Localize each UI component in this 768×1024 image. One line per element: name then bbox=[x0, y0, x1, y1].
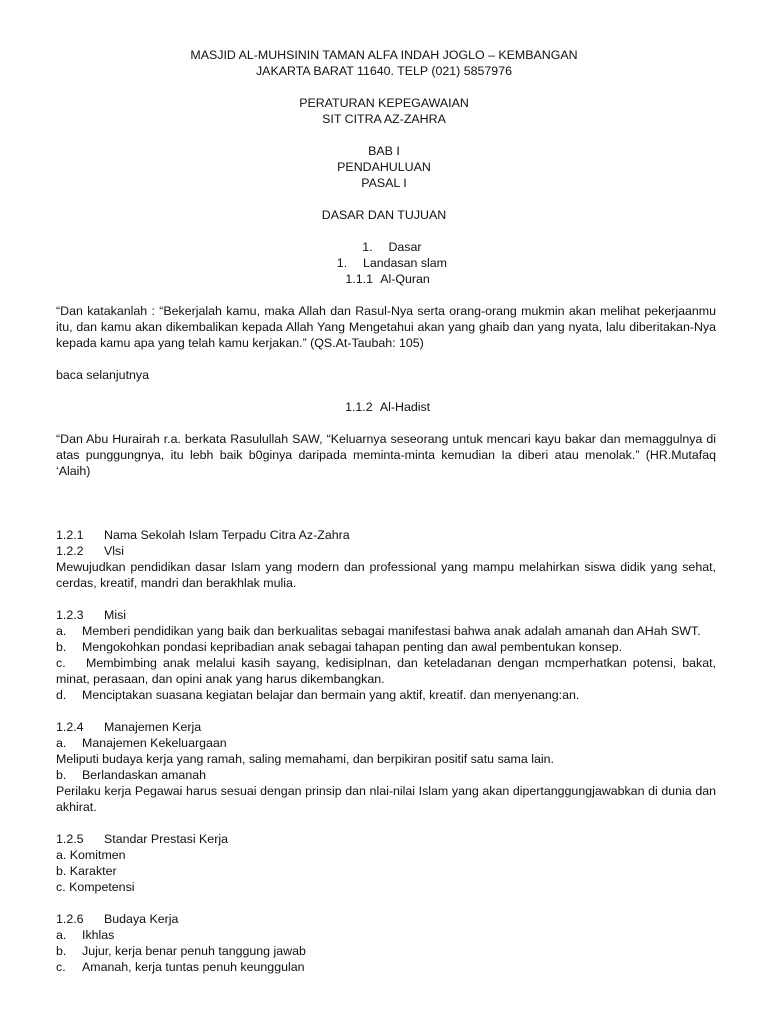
item-number: 1.2.5 bbox=[56, 832, 84, 846]
item-number: 1.2.6 bbox=[56, 912, 84, 926]
list-marker: a. bbox=[56, 928, 67, 942]
list-text: Memberi pendidikan yang baik dan berkualitas sebagai manifestasi bahwa anak adalah amanah dan AHah SWT. bbox=[82, 624, 701, 638]
letterhead bbox=[0, 47, 768, 79]
list-text: Amanah, kerja tuntas penuh keunggulan bbox=[82, 960, 305, 974]
item-text: Nama Sekolah Islam Terpadu Citra Az-Zahra bbox=[104, 528, 350, 542]
chapter-bab: BAB I bbox=[368, 144, 400, 158]
visi-body: Mewujudkan pendidikan dasar Islam yang modern dan professional yang mampu melahirkan siswa didik yang sehat, cerdas, kreatif, mandri dan berakhlak mulia. bbox=[56, 560, 716, 590]
list-text: Mengokohkan pondasi kepribadian anak sebagai tahapan penting dan awal pembentukan konsep. bbox=[82, 640, 623, 654]
manajemen-heading bbox=[56, 719, 716, 735]
list-text: Manajemen Kekeluargaan bbox=[82, 736, 227, 750]
standar-item: b. Karakter bbox=[56, 864, 117, 878]
misi-item bbox=[56, 655, 716, 687]
hadist-number: 1.1.2 bbox=[345, 400, 373, 414]
visi-heading bbox=[56, 543, 716, 559]
item-text: Standar Prestasi Kerja bbox=[104, 832, 228, 846]
chapter-heading bbox=[0, 143, 768, 191]
misi-item bbox=[56, 687, 716, 703]
read-more-link[interactable]: baca selanjutnya bbox=[56, 368, 149, 382]
list-text: Berlandaskan amanah bbox=[82, 768, 206, 782]
title-line-1: PERATURAN KEPEGAWAIAN bbox=[299, 96, 469, 110]
item-text: Budaya Kerja bbox=[104, 912, 179, 926]
standar-item: c. Kompetensi bbox=[56, 880, 135, 894]
manajemen-b-body: Perilaku kerja Pegawai harus sesuai dengan prinsip dan nlai-nilai Islam yang akan dipertanggungjawabkan di dunia dan akhirat. bbox=[56, 784, 716, 814]
budaya-heading bbox=[56, 911, 716, 927]
standar-item: a. Komitmen bbox=[56, 848, 126, 862]
list-marker: c. bbox=[56, 656, 66, 670]
letterhead-line-2: JAKARTA BARAT 11640. TELP (021) 5857976 bbox=[255, 64, 512, 78]
outline-item bbox=[0, 271, 768, 287]
hadist-heading bbox=[0, 399, 768, 415]
item-number: 1.2.2 bbox=[56, 544, 84, 558]
item-number: 1.2.1 bbox=[56, 528, 84, 542]
item-text: Vlsi bbox=[104, 544, 124, 558]
letterhead-line-1: MASJID AL-MUHSININ TAMAN ALFA INDAH JOGLO – KEMBANGAN bbox=[190, 48, 578, 62]
chapter-name: PENDAHULUAN bbox=[337, 160, 431, 174]
list-marker: d. bbox=[56, 688, 67, 702]
list-text: Membimbing anak melalui kasih sayang, kedisiplnan, dan keteladanan dengan mcmperhatkan potensi, bakat, minat, perasaan, dan opini anak yang harus dikembangkan. bbox=[56, 656, 716, 686]
outline-number: 1.1.1 bbox=[345, 272, 373, 286]
item-text: Misi bbox=[104, 608, 127, 622]
list-marker: a. bbox=[56, 736, 67, 750]
outline-item bbox=[0, 239, 768, 255]
list-text: Jujur, kerja benar penuh tanggung jawab bbox=[82, 944, 306, 958]
list-marker: b. bbox=[56, 640, 67, 654]
budaya-item bbox=[56, 927, 716, 943]
outline-text: Landasan slam bbox=[362, 256, 448, 270]
list-marker: c. bbox=[56, 960, 66, 974]
outline-item bbox=[0, 255, 768, 271]
list-text: Menciptakan suasana kegiatan belajar dan bermain yang aktif, kreatif. dan menyenang:an. bbox=[82, 688, 580, 702]
misi-item bbox=[56, 623, 716, 639]
item-number: 1.2.3 bbox=[56, 608, 84, 622]
misi-heading bbox=[56, 607, 716, 623]
school-name-item bbox=[56, 527, 716, 543]
section-heading: DASAR DAN TUJUAN bbox=[321, 208, 447, 222]
outline-text: Al-Quran bbox=[380, 272, 430, 286]
list-text: Ikhlas bbox=[82, 928, 115, 942]
budaya-item bbox=[56, 959, 716, 975]
hadist-title: Al-Hadist bbox=[379, 400, 431, 414]
title-line-2: SIT CITRA AZ-ZAHRA bbox=[322, 112, 446, 126]
manajemen-sub-b bbox=[56, 767, 716, 783]
document-title bbox=[0, 95, 768, 127]
quran-quote: “Dan katakanlah : “Bekerjalah kamu, maka Allah dan Rasul-Nya serta orang-orang mukmin akan melihat pekerjaanmu itu, dan kamu akan dikembalikan kepada Allah Yang Mengetahui akan yang ghaib dan yang nyata, lalu diberitakan-Nya kepada kamu apa yang telah kamu kerjakan.” (QS.At-Taubah: 105) bbox=[56, 304, 716, 350]
budaya-item bbox=[56, 943, 716, 959]
list-marker: b. bbox=[56, 768, 67, 782]
standar-heading bbox=[56, 831, 716, 847]
manajemen-a-body: Meliputi budaya kerja yang ramah, saling memahami, dan berpikiran positif satu sama lain. bbox=[56, 752, 554, 766]
misi-item bbox=[56, 639, 716, 655]
manajemen-sub-a bbox=[56, 735, 716, 751]
outline-text: Dasar bbox=[388, 240, 422, 254]
chapter-pasal: PASAL I bbox=[361, 176, 407, 190]
item-text: Manajemen Kerja bbox=[104, 720, 202, 734]
outline-number: 1. bbox=[336, 256, 348, 270]
outline-number: 1. bbox=[362, 240, 373, 254]
list-marker: a. bbox=[56, 624, 67, 638]
list-marker: b. bbox=[56, 944, 67, 958]
item-number: 1.2.4 bbox=[56, 720, 84, 734]
hadist-quote: “Dan Abu Hurairah r.a. berkata Rasulullah SAW, “Keluarnya seseorang untuk mencari kayu bakar dan memaggulnya di atas punggungnya, itu lebh baik b0ginya daripada meminta-minta kemudian Ia diberi atau menolak.” (HR.Mutafaq ‘Alaih) bbox=[56, 432, 716, 478]
